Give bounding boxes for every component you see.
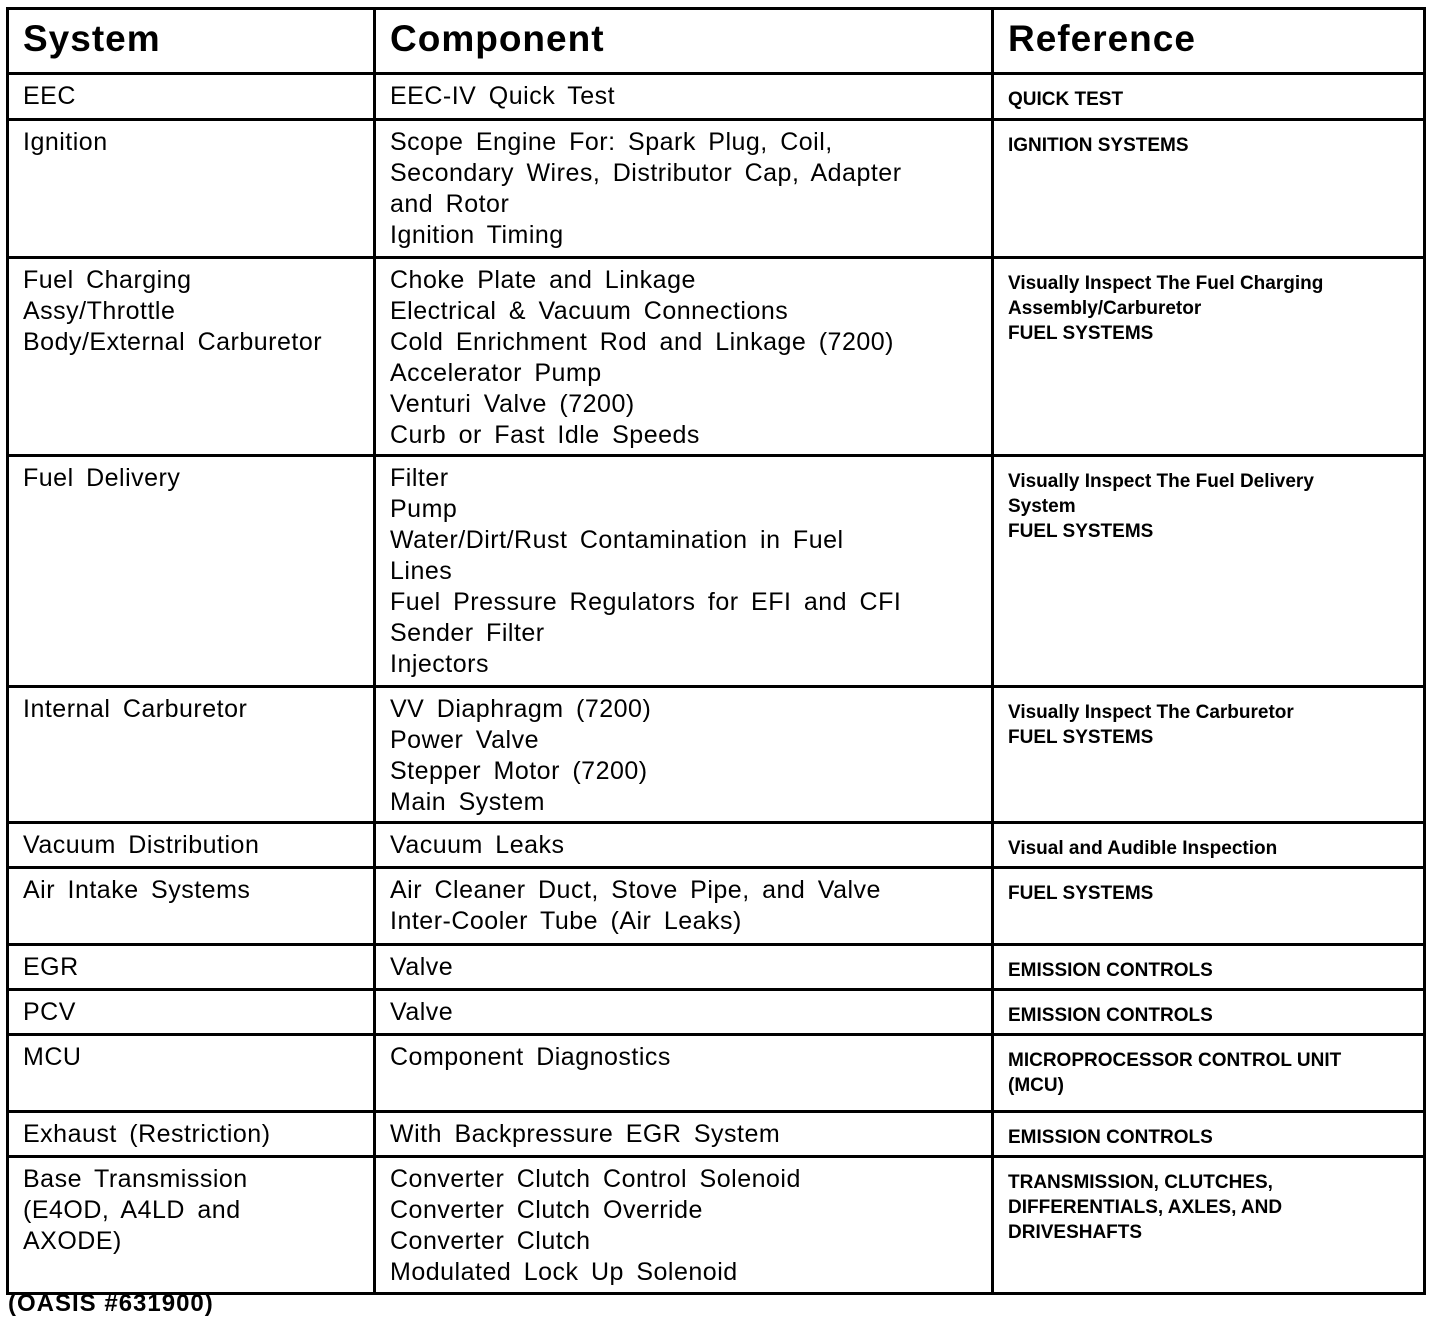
table-row bbox=[8, 1035, 1425, 1112]
component-line: Water/Dirt/Rust Contamination in Fuel bbox=[390, 526, 844, 554]
component-line: Valve bbox=[390, 998, 454, 1026]
system-line: PCV bbox=[23, 998, 76, 1026]
reference-line: FUEL SYSTEMS bbox=[1008, 521, 1154, 542]
reference-line: EMISSION CONTROLS bbox=[1008, 960, 1213, 981]
component-line: Inter-Cooler Tube (Air Leaks) bbox=[390, 907, 742, 935]
system-cell bbox=[8, 1157, 375, 1294]
component-line: EEC-IV Quick Test bbox=[390, 82, 616, 110]
component-line: Fuel Pressure Regulators for EFI and CFI bbox=[390, 588, 902, 616]
table-row bbox=[8, 945, 1425, 990]
reference-cell bbox=[993, 1157, 1425, 1294]
header-system: System bbox=[8, 9, 375, 74]
system-line: Body/External Carburetor bbox=[23, 328, 323, 356]
component-cell bbox=[375, 1157, 993, 1294]
system-line: Assy/Throttle bbox=[23, 297, 176, 325]
system-line: Vacuum Distribution bbox=[23, 831, 260, 859]
reference-cell bbox=[993, 868, 1425, 945]
reference-line: FUEL SYSTEMS bbox=[1008, 727, 1154, 748]
component-cell bbox=[375, 1035, 993, 1112]
system-line: EEC bbox=[23, 82, 76, 110]
component-line: With Backpressure EGR System bbox=[390, 1120, 781, 1148]
component-cell bbox=[375, 687, 993, 823]
reference-line: Visually Inspect The Fuel Charging bbox=[1008, 273, 1324, 294]
component-cell bbox=[375, 868, 993, 945]
component-line: Modulated Lock Up Solenoid bbox=[390, 1258, 738, 1286]
component-line: Stepper Motor (7200) bbox=[390, 757, 648, 785]
reference-line: EMISSION CONTROLS bbox=[1008, 1127, 1213, 1148]
component-line: Valve bbox=[390, 953, 454, 981]
component-line: Injectors bbox=[390, 650, 489, 678]
reference-line: FUEL SYSTEMS bbox=[1008, 883, 1154, 904]
reference-cell bbox=[993, 945, 1425, 990]
component-line: Choke Plate and Linkage bbox=[390, 266, 696, 294]
reference-line: IGNITION SYSTEMS bbox=[1008, 135, 1189, 156]
system-cell bbox=[8, 1035, 375, 1112]
reference-line: QUICK TEST bbox=[1008, 89, 1124, 110]
table-row bbox=[8, 687, 1425, 823]
component-line: Converter Clutch bbox=[390, 1227, 591, 1255]
component-line: Converter Clutch Control Solenoid bbox=[390, 1165, 801, 1193]
reference-cell bbox=[993, 823, 1425, 868]
component-cell bbox=[375, 456, 993, 687]
header-component: Component bbox=[375, 9, 993, 74]
component-line: Sender Filter bbox=[390, 619, 545, 647]
reference-line: TRANSMISSION, CLUTCHES, bbox=[1008, 1172, 1273, 1193]
reference-cell bbox=[993, 456, 1425, 687]
reference-line: EMISSION CONTROLS bbox=[1008, 1005, 1213, 1026]
system-cell bbox=[8, 990, 375, 1035]
footnote: (OASIS #631900) bbox=[8, 1290, 214, 1317]
system-line: (E4OD, A4LD and bbox=[23, 1196, 241, 1224]
component-line: Main System bbox=[390, 788, 545, 816]
system-line: Fuel Delivery bbox=[23, 464, 181, 492]
table-row bbox=[8, 868, 1425, 945]
table-row bbox=[8, 1157, 1425, 1294]
header-reference: Reference bbox=[993, 9, 1425, 74]
table-body bbox=[8, 74, 1425, 1294]
component-line: Vacuum Leaks bbox=[390, 831, 565, 859]
component-line: Component Diagnostics bbox=[390, 1043, 671, 1071]
system-cell bbox=[8, 258, 375, 456]
table-row bbox=[8, 1112, 1425, 1157]
reference-line: Visually Inspect The Fuel Delivery bbox=[1008, 471, 1314, 492]
component-line: Lines bbox=[390, 557, 453, 585]
reference-cell bbox=[993, 258, 1425, 456]
component-line: VV Diaphragm (7200) bbox=[390, 695, 652, 723]
component-cell bbox=[375, 945, 993, 990]
reference-line: Visually Inspect The Carburetor bbox=[1008, 702, 1294, 723]
component-line: Venturi Valve (7200) bbox=[390, 390, 635, 418]
reference-cell bbox=[993, 1035, 1425, 1112]
reference-cell bbox=[993, 74, 1425, 120]
system-cell bbox=[8, 1112, 375, 1157]
table-row bbox=[8, 456, 1425, 687]
reference-line: (MCU) bbox=[1008, 1075, 1064, 1096]
reference-line: DRIVESHAFTS bbox=[1008, 1222, 1143, 1243]
system-line: MCU bbox=[23, 1043, 82, 1071]
system-line: Internal Carburetor bbox=[23, 695, 248, 723]
component-line: Secondary Wires, Distributor Cap, Adapter bbox=[390, 159, 902, 187]
header-row bbox=[8, 9, 1425, 74]
table-row bbox=[8, 823, 1425, 868]
component-line: Power Valve bbox=[390, 726, 539, 754]
system-line: Air Intake Systems bbox=[23, 876, 251, 904]
reference-line: FUEL SYSTEMS bbox=[1008, 323, 1154, 344]
component-cell bbox=[375, 990, 993, 1035]
system-line: Base Transmission bbox=[23, 1165, 248, 1193]
component-cell bbox=[375, 120, 993, 258]
reference-cell bbox=[993, 687, 1425, 823]
component-line: Ignition Timing bbox=[390, 221, 564, 249]
system-line: Exhaust (Restriction) bbox=[23, 1120, 271, 1148]
reference-cell bbox=[993, 1112, 1425, 1157]
component-line: and Rotor bbox=[390, 190, 510, 218]
component-line: Air Cleaner Duct, Stove Pipe, and Valve bbox=[390, 876, 881, 904]
component-line: Curb or Fast Idle Speeds bbox=[390, 421, 700, 449]
component-line: Pump bbox=[390, 495, 458, 523]
component-cell bbox=[375, 823, 993, 868]
table-row bbox=[8, 990, 1425, 1035]
component-line: Converter Clutch Override bbox=[390, 1196, 703, 1224]
system-line: Fuel Charging bbox=[23, 266, 192, 294]
system-cell bbox=[8, 456, 375, 687]
inspection-table bbox=[6, 7, 1426, 1295]
table-row bbox=[8, 258, 1425, 456]
system-cell bbox=[8, 823, 375, 868]
table-row bbox=[8, 120, 1425, 258]
reference-cell bbox=[993, 990, 1425, 1035]
system-cell bbox=[8, 868, 375, 945]
component-line: Scope Engine For: Spark Plug, Coil, bbox=[390, 128, 833, 156]
component-line: Cold Enrichment Rod and Linkage (7200) bbox=[390, 328, 894, 356]
system-cell bbox=[8, 120, 375, 258]
reference-line: System bbox=[1008, 496, 1076, 517]
component-line: Electrical & Vacuum Connections bbox=[390, 297, 789, 325]
system-cell bbox=[8, 945, 375, 990]
component-line: Filter bbox=[390, 464, 449, 492]
system-cell bbox=[8, 74, 375, 120]
reference-cell bbox=[993, 120, 1425, 258]
component-cell bbox=[375, 1112, 993, 1157]
reference-line: MICROPROCESSOR CONTROL UNIT bbox=[1008, 1050, 1342, 1071]
table-row bbox=[8, 74, 1425, 120]
system-cell bbox=[8, 687, 375, 823]
component-cell bbox=[375, 258, 993, 456]
system-line: Ignition bbox=[23, 128, 108, 156]
system-line: AXODE) bbox=[23, 1227, 122, 1255]
reference-line: Visual and Audible Inspection bbox=[1008, 838, 1278, 859]
reference-line: Assembly/Carburetor bbox=[1008, 298, 1202, 319]
reference-line: DIFFERENTIALS, AXLES, AND bbox=[1008, 1197, 1283, 1218]
system-line: EGR bbox=[23, 953, 79, 981]
component-cell bbox=[375, 74, 993, 120]
component-line: Accelerator Pump bbox=[390, 359, 602, 387]
